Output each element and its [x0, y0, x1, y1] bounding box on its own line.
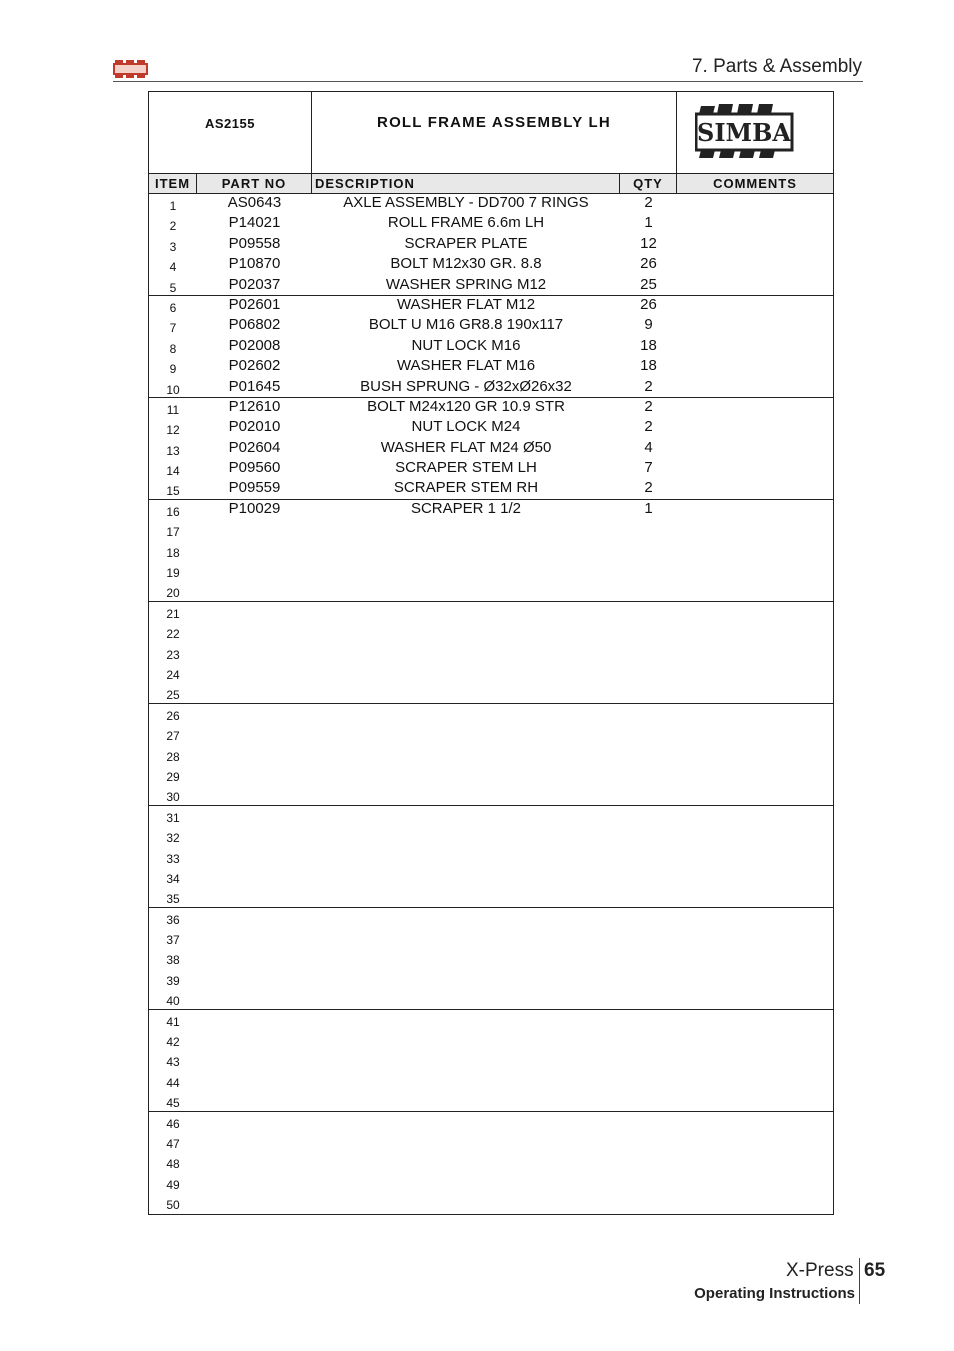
- header-rule: [113, 81, 863, 82]
- column-header-row: [149, 174, 833, 194]
- row-item-number: 20: [166, 586, 180, 601]
- table-row: [149, 459, 833, 479]
- table-row: [149, 867, 833, 887]
- page-number: 65: [864, 1260, 886, 1281]
- row-item-number: 25: [166, 688, 180, 703]
- row-part-no: AS0643: [227, 194, 282, 211]
- row-part-no: P02602: [228, 357, 281, 375]
- row-part-no: P09558: [228, 234, 281, 252]
- row-description: NUT LOCK M16: [411, 336, 521, 354]
- table-row: [149, 1112, 833, 1132]
- row-qty: 26: [640, 255, 657, 273]
- table-row: [149, 581, 833, 601]
- footer-subtitle: Operating Instructions: [694, 1285, 855, 1302]
- row-item-number: 10: [166, 382, 180, 397]
- row-item-number: 11: [166, 402, 180, 417]
- row-item-number: 32: [166, 831, 180, 846]
- assembly-title: ROLL FRAME ASSEMBLY LH: [312, 92, 677, 174]
- table-row: [149, 561, 833, 581]
- row-item-number: 28: [166, 749, 180, 764]
- table-row: [149, 643, 833, 663]
- table-row: [149, 602, 833, 622]
- table-row: [149, 948, 833, 968]
- table-row: [149, 214, 833, 234]
- row-item-number: 38: [166, 953, 180, 968]
- row-part-no: P02601: [228, 295, 281, 313]
- table-row: [149, 887, 833, 907]
- row-item-number: 8: [169, 341, 177, 356]
- table-row: [149, 1010, 833, 1030]
- table-row: [149, 622, 833, 642]
- row-qty: 26: [640, 295, 657, 313]
- row-item-number: 50: [166, 1198, 180, 1213]
- row-part-no: P09560: [228, 459, 281, 477]
- row-description: SCRAPER STEM LH: [395, 459, 537, 477]
- row-item-number: 3: [169, 239, 177, 254]
- table-row: [149, 276, 833, 296]
- row-item-number: 22: [166, 627, 180, 642]
- table-row: [149, 785, 833, 805]
- table-row: [149, 969, 833, 989]
- row-item-number: 27: [166, 729, 180, 744]
- row-item-number: 39: [166, 973, 180, 988]
- row-item-number: 42: [166, 1035, 180, 1050]
- table-row: [149, 1071, 833, 1091]
- table-title-block: [149, 92, 833, 174]
- row-description: WASHER FLAT M12: [396, 295, 536, 313]
- table-row: [149, 724, 833, 744]
- row-description: BOLT U M16 GR8.8 190x117: [368, 316, 564, 334]
- row-item-number: 15: [166, 484, 180, 499]
- table-row: [149, 479, 833, 499]
- row-item-number: 35: [166, 892, 180, 907]
- row-description: WASHER FLAT M16: [396, 357, 536, 375]
- table-row: [149, 826, 833, 846]
- row-item-number: 19: [166, 566, 180, 581]
- column-header-description: DESCRIPTION: [312, 174, 620, 193]
- row-part-no: P10870: [228, 255, 281, 273]
- table-row: [149, 439, 833, 459]
- table-row: [149, 989, 833, 1009]
- row-item-number: 37: [166, 933, 180, 948]
- row-part-no: P06802: [228, 316, 281, 334]
- row-item-number: 44: [166, 1075, 180, 1090]
- row-part-no: P10029: [228, 499, 281, 517]
- row-qty: 12: [640, 234, 657, 252]
- table-row: [149, 378, 833, 398]
- table-row: [149, 745, 833, 765]
- row-item-number: 45: [166, 1096, 180, 1111]
- table-body: [149, 194, 833, 1214]
- row-item-number: 4: [169, 260, 177, 275]
- column-header-comments: COMMENTS: [713, 176, 797, 191]
- row-item-number: 17: [166, 525, 180, 540]
- row-item-number: 7: [169, 321, 177, 336]
- row-item-number: 12: [166, 423, 180, 438]
- row-description: BOLT M24x120 GR 10.9 STR: [367, 397, 565, 415]
- row-description: BOLT M12x30 GR. 8.8: [390, 255, 542, 273]
- table-row: [149, 1132, 833, 1152]
- table-row: [149, 337, 833, 357]
- table-row: [149, 194, 833, 214]
- row-qty: 18: [640, 357, 657, 375]
- column-header-qty: QTY: [620, 174, 677, 193]
- row-description: SCRAPER STEM RH: [393, 479, 539, 497]
- table-row: [149, 704, 833, 724]
- column-header-item: ITEM: [149, 174, 197, 193]
- row-qty: 2: [644, 479, 653, 497]
- row-description: ROLL FRAME 6.6m LH: [387, 214, 545, 232]
- row-qty: 7: [644, 459, 653, 477]
- row-item-number: 14: [166, 464, 180, 479]
- row-qty: 2: [644, 397, 653, 415]
- table-row: [149, 398, 833, 418]
- table-row: [149, 1030, 833, 1050]
- table-row: [149, 1091, 833, 1111]
- table-row: [149, 847, 833, 867]
- row-qty: 2: [644, 377, 653, 395]
- row-item-number: 26: [166, 708, 180, 723]
- table-row: [149, 357, 833, 377]
- row-item-number: 9: [169, 362, 177, 377]
- table-row: [149, 296, 833, 316]
- row-qty: 2: [644, 194, 653, 211]
- product-name: X-Press: [786, 1260, 854, 1281]
- row-qty: 9: [644, 316, 653, 334]
- table-row: [149, 908, 833, 928]
- row-part-no: P02010: [228, 418, 281, 436]
- row-item-number: 23: [166, 647, 180, 662]
- row-description: NUT LOCK M24: [411, 418, 521, 436]
- row-description: AXLE ASSEMBLY - DD700 7 RINGS: [343, 194, 589, 211]
- table-row: [149, 500, 833, 520]
- row-qty: 2: [644, 418, 653, 436]
- row-qty: 25: [640, 275, 657, 293]
- row-qty: 1: [644, 214, 653, 232]
- table-row: [149, 663, 833, 683]
- table-row: [149, 806, 833, 826]
- row-item-number: 5: [169, 280, 177, 295]
- row-description: WASHER FLAT M24 Ø50: [380, 438, 552, 456]
- row-part-no: P14021: [228, 214, 281, 232]
- row-item-number: 29: [166, 769, 180, 784]
- row-part-no: P02008: [228, 336, 281, 354]
- row-item-number: 48: [166, 1157, 180, 1172]
- simba-logo: [677, 92, 833, 174]
- row-qty: 18: [640, 336, 657, 354]
- brand-logo-small: [113, 60, 148, 78]
- row-item-number: 41: [166, 1014, 180, 1029]
- row-qty: 4: [644, 438, 653, 456]
- row-description: SCRAPER 1 1/2: [410, 499, 522, 517]
- table-row: [149, 541, 833, 561]
- row-item-number: 31: [166, 810, 180, 825]
- row-item-number: 13: [166, 443, 180, 458]
- row-item-number: 43: [166, 1055, 180, 1070]
- table-row: [149, 1173, 833, 1193]
- row-item-number: 36: [166, 912, 180, 927]
- row-item-number: 49: [166, 1177, 180, 1192]
- row-part-no: P12610: [228, 397, 281, 415]
- row-item-number: 21: [166, 606, 180, 621]
- row-item-number: 40: [166, 994, 180, 1009]
- table-row: [149, 316, 833, 336]
- row-item-number: 6: [169, 300, 177, 315]
- row-item-number: 34: [166, 871, 180, 886]
- section-title: 7. Parts & Assembly: [691, 56, 862, 77]
- row-part-no: P01645: [228, 377, 281, 395]
- table-row: [149, 1193, 833, 1213]
- table-row: [149, 418, 833, 438]
- row-description: WASHER SPRING M12: [385, 275, 547, 293]
- parts-table: [148, 91, 834, 1215]
- table-row: [149, 235, 833, 255]
- row-item-number: 24: [166, 667, 180, 682]
- table-row: [149, 765, 833, 785]
- table-row: [149, 1050, 833, 1070]
- simba-logo-text: SIMBA: [696, 118, 792, 147]
- row-item-number: 33: [166, 851, 180, 866]
- table-row: [149, 520, 833, 540]
- row-item-number: 2: [169, 219, 177, 234]
- row-description: SCRAPER PLATE: [404, 234, 528, 252]
- column-header-part-no: PART NO: [197, 174, 312, 193]
- footer-divider: [859, 1258, 860, 1304]
- row-item-number: 16: [166, 504, 180, 519]
- row-description: BUSH SPRUNG - Ø32xØ26x32: [360, 377, 572, 395]
- row-item-number: 30: [166, 790, 180, 805]
- row-item-number: 18: [166, 545, 180, 560]
- row-item-number: 47: [166, 1136, 180, 1151]
- row-part-no: P02604: [228, 438, 281, 456]
- row-part-no: P09559: [228, 479, 281, 497]
- row-part-no: P02037: [228, 275, 281, 293]
- table-row: [149, 683, 833, 703]
- assembly-code: AS2155: [149, 92, 312, 174]
- table-row: [149, 255, 833, 275]
- table-row: [149, 928, 833, 948]
- row-item-number: 1: [169, 199, 177, 213]
- table-row: [149, 1152, 833, 1172]
- row-qty: 1: [644, 499, 653, 517]
- row-item-number: 46: [166, 1116, 180, 1131]
